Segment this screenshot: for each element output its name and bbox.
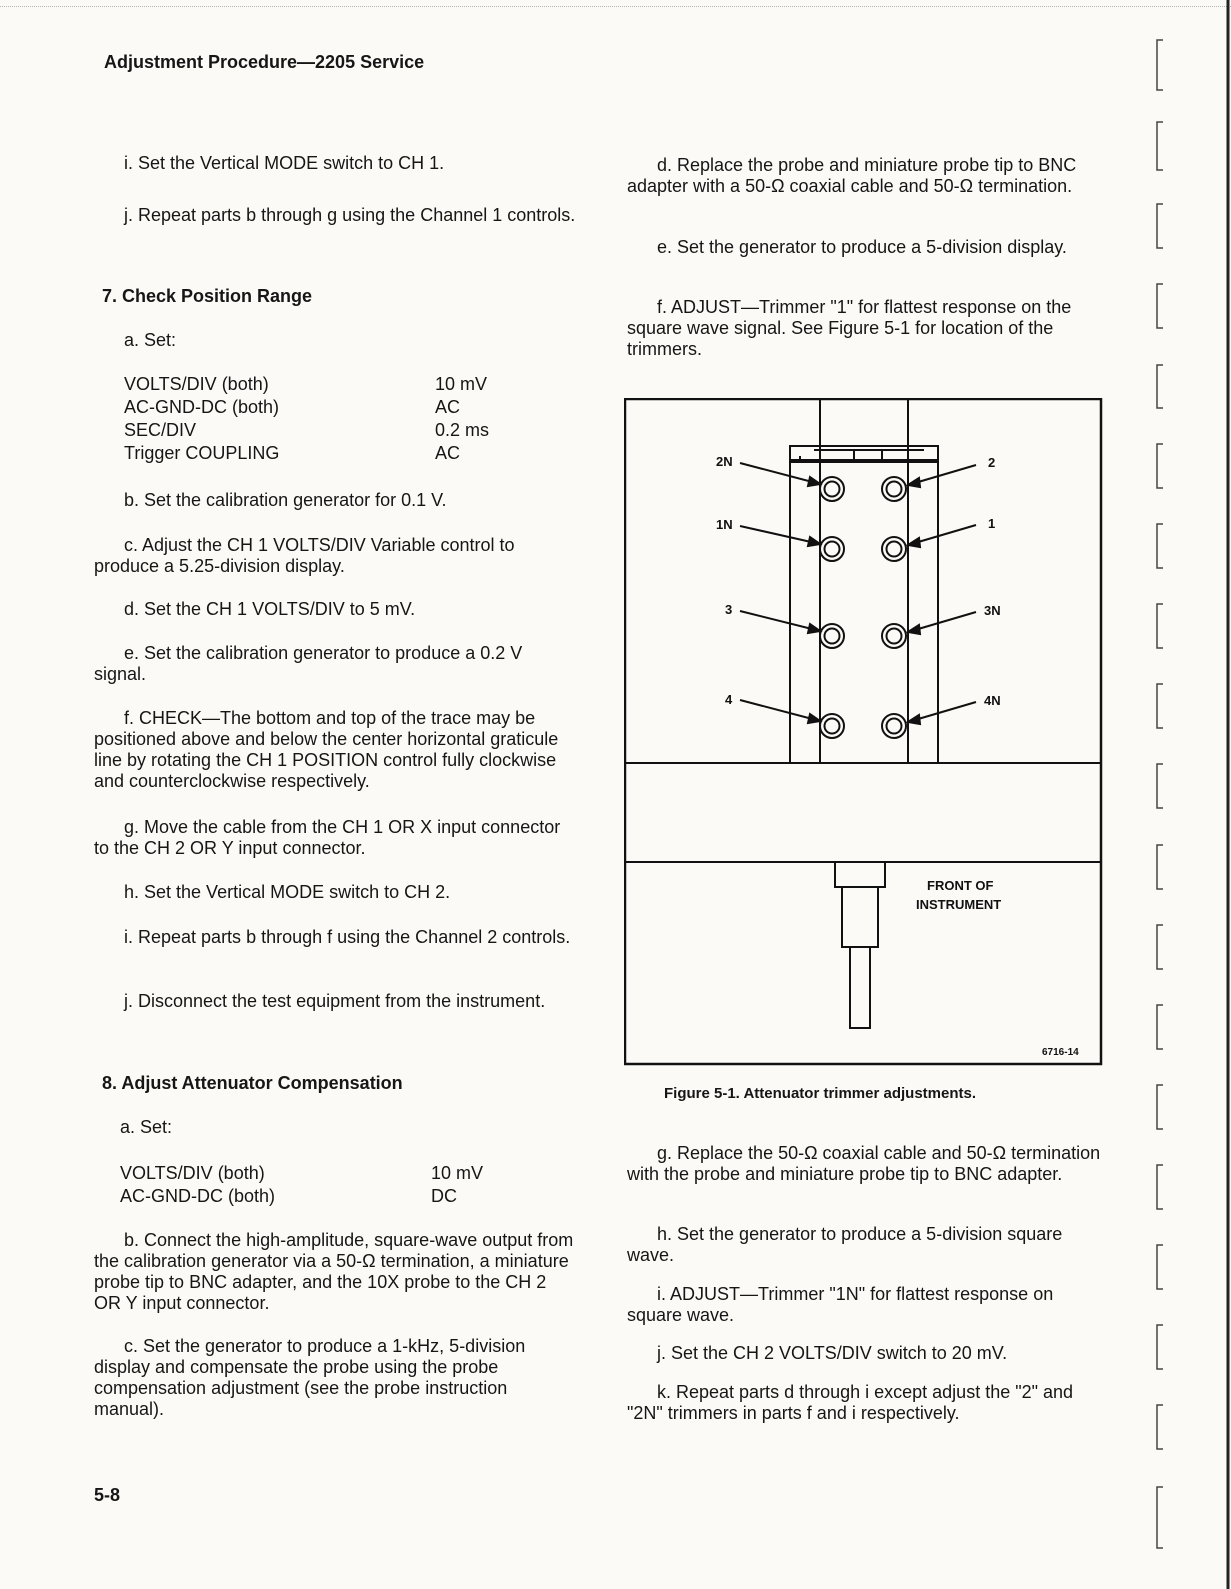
sec7-step-d: d. Set the CH 1 VOLTS/DIV to 5 mV. (124, 599, 416, 619)
step-j-channel1: j. Repeat parts b through g using the Channel 1 controls. (124, 205, 576, 225)
setting-value: DC (431, 1186, 457, 1206)
sec8-step-c: c. Set the generator to produce a 1-kHz, 5-division display and compensate the probe using the probe compensation adjustment (see the probe instruction manual). (94, 1336, 526, 1419)
sec8-step-i: i. ADJUST—Trimmer "1N" for flattest response on square wave. (627, 1284, 1054, 1325)
setting-name: VOLTS/DIV (both) (124, 374, 269, 394)
setting-name: SEC/DIV (124, 420, 197, 440)
page-number: 5-8 (94, 1485, 121, 1505)
sec7-step-e: e. Set the calibration generator to produce a 0.2 V signal. (94, 643, 523, 684)
step-i-channel1: i. Set the Vertical MODE switch to CH 1. (124, 153, 445, 173)
label-2: 2 (988, 455, 996, 470)
sec8-step-j: j. Set the CH 2 VOLTS/DIV switch to 20 mV. (657, 1343, 1008, 1363)
sec8-step-f: f. ADJUST—Trimmer "1" for flattest response on the square wave signal. See Figure 5-1 for location of the trimmers. (627, 297, 1072, 359)
binder-edge-marks (1149, 0, 1231, 1589)
label-4: 4 (725, 692, 733, 707)
leader-3 (740, 611, 820, 631)
sec7-step-b: b. Set the calibration generator for 0.1 V. (124, 490, 447, 510)
sec8-step-k: k. Repeat parts d through i except adjust the "2" and "2N" trimmers in parts f and i respectively. (627, 1382, 1074, 1423)
trimmer-row-4 (740, 700, 976, 738)
setting-name: AC-GND-DC (both) (120, 1186, 276, 1206)
setting-name: AC-GND-DC (both) (124, 397, 280, 417)
running-header: Adjustment Procedure—2205 Service (104, 52, 425, 72)
sec8-step-d: d. Replace the probe and miniature probe tip to BNC adapter with a 50-Ω coaxial cable and 50-Ω termination. (627, 155, 1077, 196)
figure-attenuator-trimmers (624, 398, 1104, 1066)
section-7-title: 7. Check Position Range (102, 286, 313, 306)
setting-value: 10 mV (431, 1163, 484, 1183)
input-connector-body (842, 887, 878, 947)
sec7-step-f: f. CHECK—The bottom and top of the trace may be positioned above and below the center horizontal graticule line by rotating the CH 1 POSITION control fully clockwise and counterclockwise respectively. (94, 708, 559, 791)
front-label-line2: INSTRUMENT (916, 897, 1002, 912)
label-3: 3 (725, 602, 733, 617)
input-connector-collar (835, 862, 885, 887)
sec7-step-i: i. Repeat parts b through f using the Channel 2 controls. (124, 927, 571, 947)
sec7-step-a: a. Set: (124, 330, 177, 350)
label-4n: 4N (984, 693, 1001, 708)
label-1: 1 (988, 516, 996, 531)
trimmer-row-2 (740, 463, 976, 501)
sec8-step-g: g. Replace the 50-Ω coaxial cable and 50-Ω termination with the probe and miniature probe tip to BNC adapter. (627, 1143, 1101, 1184)
sec8-step-h: h. Set the generator to produce a 5-division square wave. (627, 1224, 1063, 1265)
sec8-step-a: a. Set: (120, 1117, 173, 1137)
setting-value: AC (435, 397, 461, 417)
leader-1n (740, 526, 820, 544)
label-1n: 1N (716, 517, 733, 532)
setting-name: Trigger COUPLING (124, 443, 280, 463)
setting-value: AC (435, 443, 461, 463)
figure-caption: Figure 5-1. Attenuator trimmer adjustments. (664, 1085, 976, 1102)
figure-frame (625, 399, 1101, 1064)
leader-4 (740, 700, 820, 721)
sec7-step-j: j. Disconnect the test equipment from the instrument. (124, 991, 546, 1011)
sec8-step-b: b. Connect the high-amplitude, square-wave output from the calibration generator via a 50-Ω termination, a miniature probe tip to BNC adapter, and the 10X probe to the CH 2 OR Y input connector. (94, 1230, 574, 1313)
trimmer-row-3 (740, 611, 976, 648)
sec7-step-h: h. Set the Vertical MODE switch to CH 2. (124, 882, 451, 902)
sec7-step-g: g. Move the cable from the CH 1 OR X input connector to the CH 2 OR Y input connector. (94, 817, 561, 858)
front-label-line1: FRONT OF (927, 878, 994, 893)
input-connector-shaft (850, 947, 870, 1028)
label-3n: 3N (984, 603, 1001, 618)
setting-value: 10 mV (435, 374, 488, 394)
setting-value: 0.2 ms (435, 420, 490, 440)
trimmer-row-1 (740, 525, 976, 561)
leader-2n (740, 463, 820, 484)
sec7-step-c: c. Adjust the CH 1 VOLTS/DIV Variable control to produce a 5.25-division display. (94, 535, 515, 576)
setting-name: VOLTS/DIV (both) (120, 1163, 265, 1183)
section-8-title: 8. Adjust Attenuator Compensation (102, 1073, 403, 1093)
figure-code: 6716-14 (1042, 1047, 1079, 1058)
label-2n: 2N (716, 454, 733, 469)
sec8-step-e: e. Set the generator to produce a 5-division display. (657, 237, 1067, 257)
scan-top-line (0, 6, 1231, 7)
